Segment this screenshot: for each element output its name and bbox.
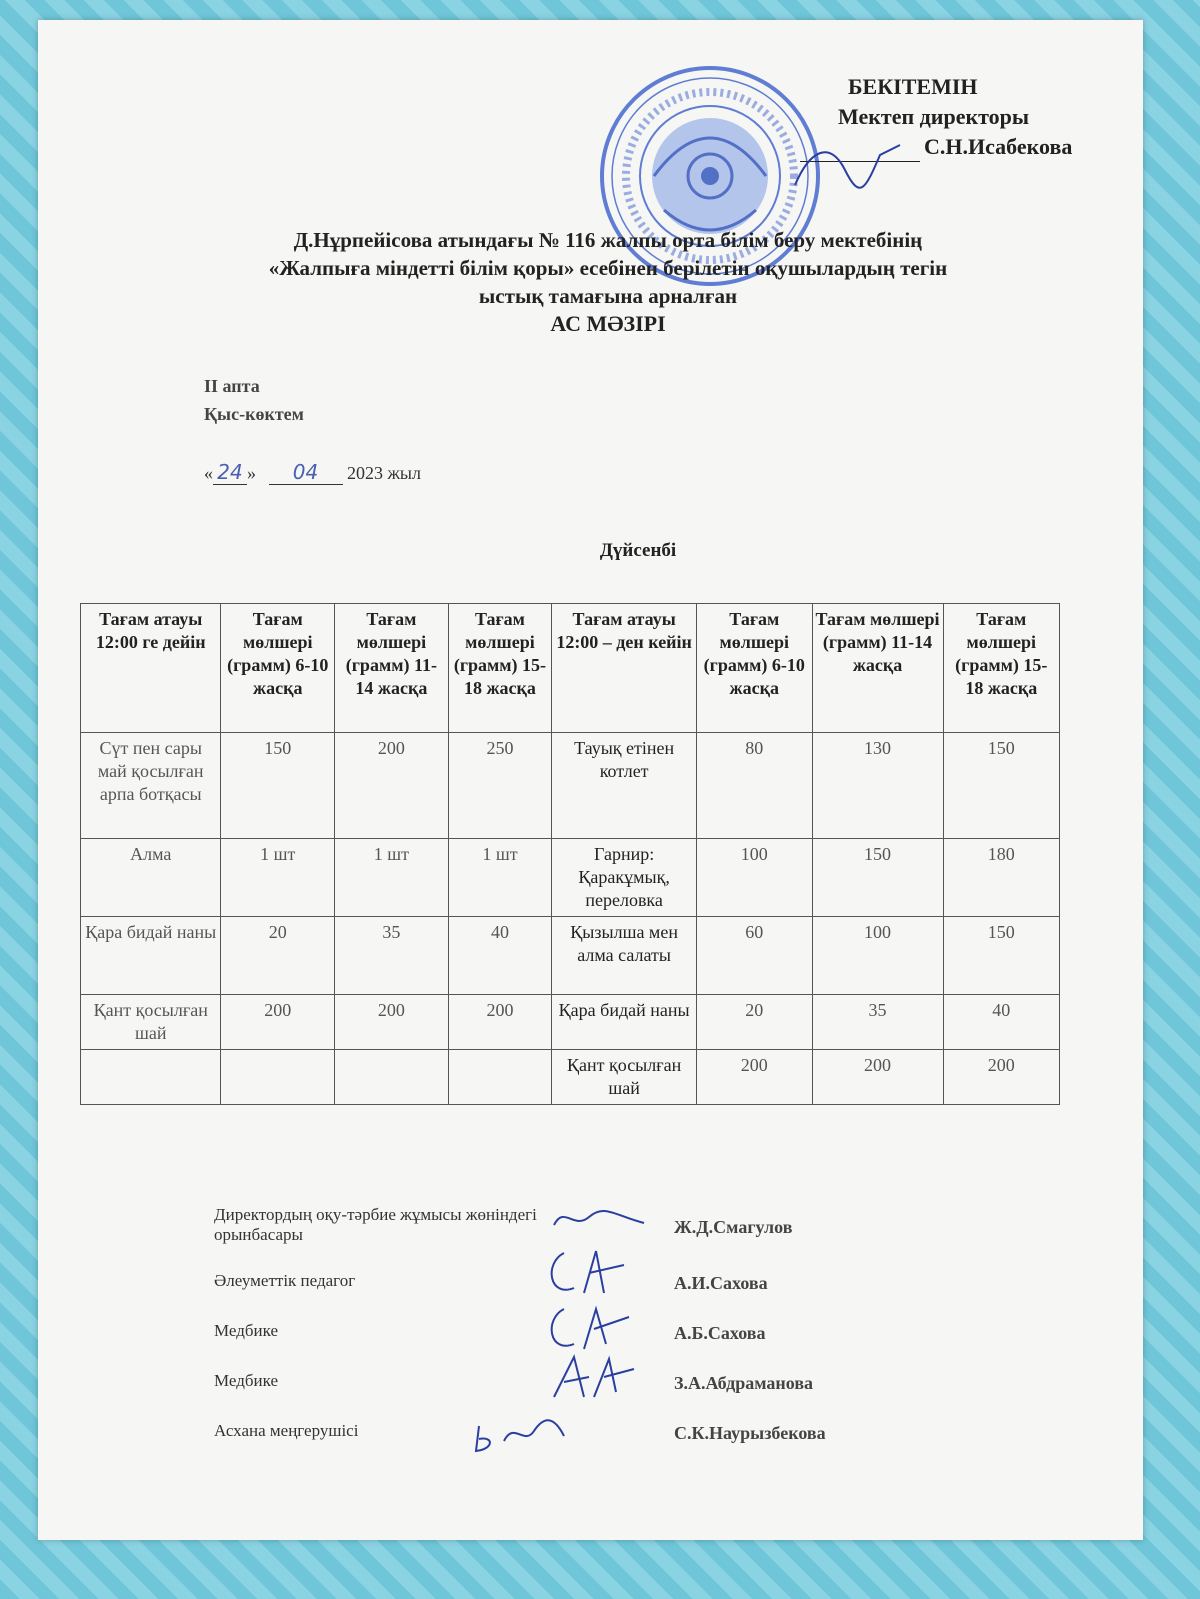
table-cell <box>81 1050 221 1105</box>
date-year: 2023 жыл <box>347 463 422 483</box>
table-cell: 35 <box>812 995 943 1050</box>
header-cell: Тағам мөлшері (грамм) 11-14 жасқа <box>812 604 943 733</box>
title-line-2: «Жалпыға міндетті білім қоры» есебінен берілетін оқушылардың тегін <box>268 256 948 280</box>
handwritten-signature <box>534 1243 654 1303</box>
signature-row <box>214 1305 1114 1355</box>
menu-document <box>38 20 1143 1540</box>
date-day: 24 <box>213 460 247 485</box>
handwritten-signature <box>534 1195 654 1245</box>
signature-role: Директордың оқу-тәрбие жұмысы жөніндегі орынбасары <box>214 1205 537 1244</box>
signature-row <box>214 1205 1114 1255</box>
header-cell: Тағам мөлшері (грамм) 15-18 жасқа <box>943 604 1059 733</box>
table-cell: 250 <box>448 733 552 839</box>
signature-name: С.К.Наурызбекова <box>674 1423 826 1443</box>
table-cell <box>221 1050 335 1105</box>
table-cell: 200 <box>335 733 449 839</box>
table-cell: Қызылша мен алма салаты <box>552 917 697 995</box>
signature-row <box>214 1255 1114 1305</box>
handwritten-signature <box>534 1347 654 1407</box>
table-cell: 80 <box>697 733 812 839</box>
table-cell: 200 <box>697 1050 812 1105</box>
title-line-4: АС МӘЗІРІ <box>550 311 666 336</box>
header-cell: Тағам атауы 12:00 ге дейін <box>81 604 221 733</box>
table-header-row <box>81 604 1060 733</box>
signature-name: З.А.Абдраманова <box>674 1373 814 1393</box>
document-title <box>188 226 1028 338</box>
signatures-block <box>214 1205 1114 1455</box>
date-month: 04 <box>269 460 343 485</box>
table-cell: 130 <box>812 733 943 839</box>
table-cell: 200 <box>448 995 552 1050</box>
director-name: С.Н.Исабекова <box>924 134 1073 159</box>
approval-heading: БЕКІТЕМІН <box>848 74 978 99</box>
approval-position: Мектеп директоры <box>838 104 1030 129</box>
table-cell: 20 <box>221 917 335 995</box>
table-cell: 100 <box>697 839 812 917</box>
title-line-3: ыстық тамағына арналған <box>478 284 738 308</box>
table-cell: 20 <box>697 995 812 1050</box>
menu-table <box>80 603 1060 1105</box>
table-cell: 200 <box>943 1050 1059 1105</box>
signature-role: Әлеуметтік педагог <box>214 1271 356 1290</box>
table-cell <box>335 1050 449 1105</box>
week-info <box>204 372 304 428</box>
table-cell: Тауық етінен котлет <box>552 733 697 839</box>
table-cell: Қара бидай наны <box>81 917 221 995</box>
table-cell: 60 <box>697 917 812 995</box>
header-cell: Тағам мөлшері (грамм) 6-10 жасқа <box>221 604 335 733</box>
signature-row <box>214 1405 1114 1455</box>
week-label: ІІ апта <box>204 376 260 396</box>
table-cell: Қант қосылған шай <box>81 995 221 1050</box>
table-cell: 200 <box>812 1050 943 1105</box>
signature-name: А.И.Сахова <box>674 1273 768 1293</box>
handwritten-signature <box>464 1401 584 1461</box>
table-cell: 150 <box>812 839 943 917</box>
signature-role: Асхана меңгерушісі <box>214 1421 359 1440</box>
table-cell: Алма <box>81 839 221 917</box>
signature-row <box>214 1355 1114 1405</box>
table-cell: 40 <box>448 917 552 995</box>
table-cell: 1 шт <box>448 839 552 917</box>
season-label: Қыс-көктем <box>204 404 304 424</box>
header-cell: Тағам атауы 12:00 – ден кейін <box>552 604 697 733</box>
header-cell: Тағам мөлшері (грамм) 15-18 жасқа <box>448 604 552 733</box>
table-row <box>81 733 1060 839</box>
signature-role: Медбике <box>214 1371 278 1390</box>
table-cell <box>448 1050 552 1105</box>
signature-name: А.Б.Сахова <box>674 1323 766 1343</box>
director-signature <box>790 130 910 200</box>
title-line-1: Д.Нұрпейісова атындағы № 116 жалпы орта білім беру мектебінің <box>293 228 923 252</box>
table-cell: 150 <box>221 733 335 839</box>
table-cell: 100 <box>812 917 943 995</box>
table-cell: Қара бидай наны <box>552 995 697 1050</box>
table-row <box>81 995 1060 1050</box>
table-row <box>81 1050 1060 1105</box>
table-cell: Гарнир: Қаракұмық, переловка <box>552 839 697 917</box>
table-cell: 200 <box>221 995 335 1050</box>
table-cell: 40 <box>943 995 1059 1050</box>
table-cell: 200 <box>335 995 449 1050</box>
table-cell: 180 <box>943 839 1059 917</box>
signature-name: Ж.Д.Смагулов <box>674 1217 793 1237</box>
table-row <box>81 839 1060 917</box>
header-cell: Тағам мөлшері (грамм) 6-10 жасқа <box>697 604 812 733</box>
date-line: « 24 » 04 2023 жыл <box>204 460 422 484</box>
day-name: Дүйсенбі <box>599 540 677 561</box>
table-cell: 1 шт <box>221 839 335 917</box>
table-cell: 150 <box>943 917 1059 995</box>
table-cell: 1 шт <box>335 839 449 917</box>
table-cell: Сүт пен сары май қосылған арпа ботқасы <box>81 733 221 839</box>
table-cell: 35 <box>335 917 449 995</box>
table-cell: Қант қосылған шай <box>552 1050 697 1105</box>
header-cell: Тағам мөлшері (грамм) 11-14 жасқа <box>335 604 449 733</box>
table-row <box>81 917 1060 995</box>
signature-role: Медбике <box>214 1321 278 1340</box>
table-cell: 150 <box>943 733 1059 839</box>
